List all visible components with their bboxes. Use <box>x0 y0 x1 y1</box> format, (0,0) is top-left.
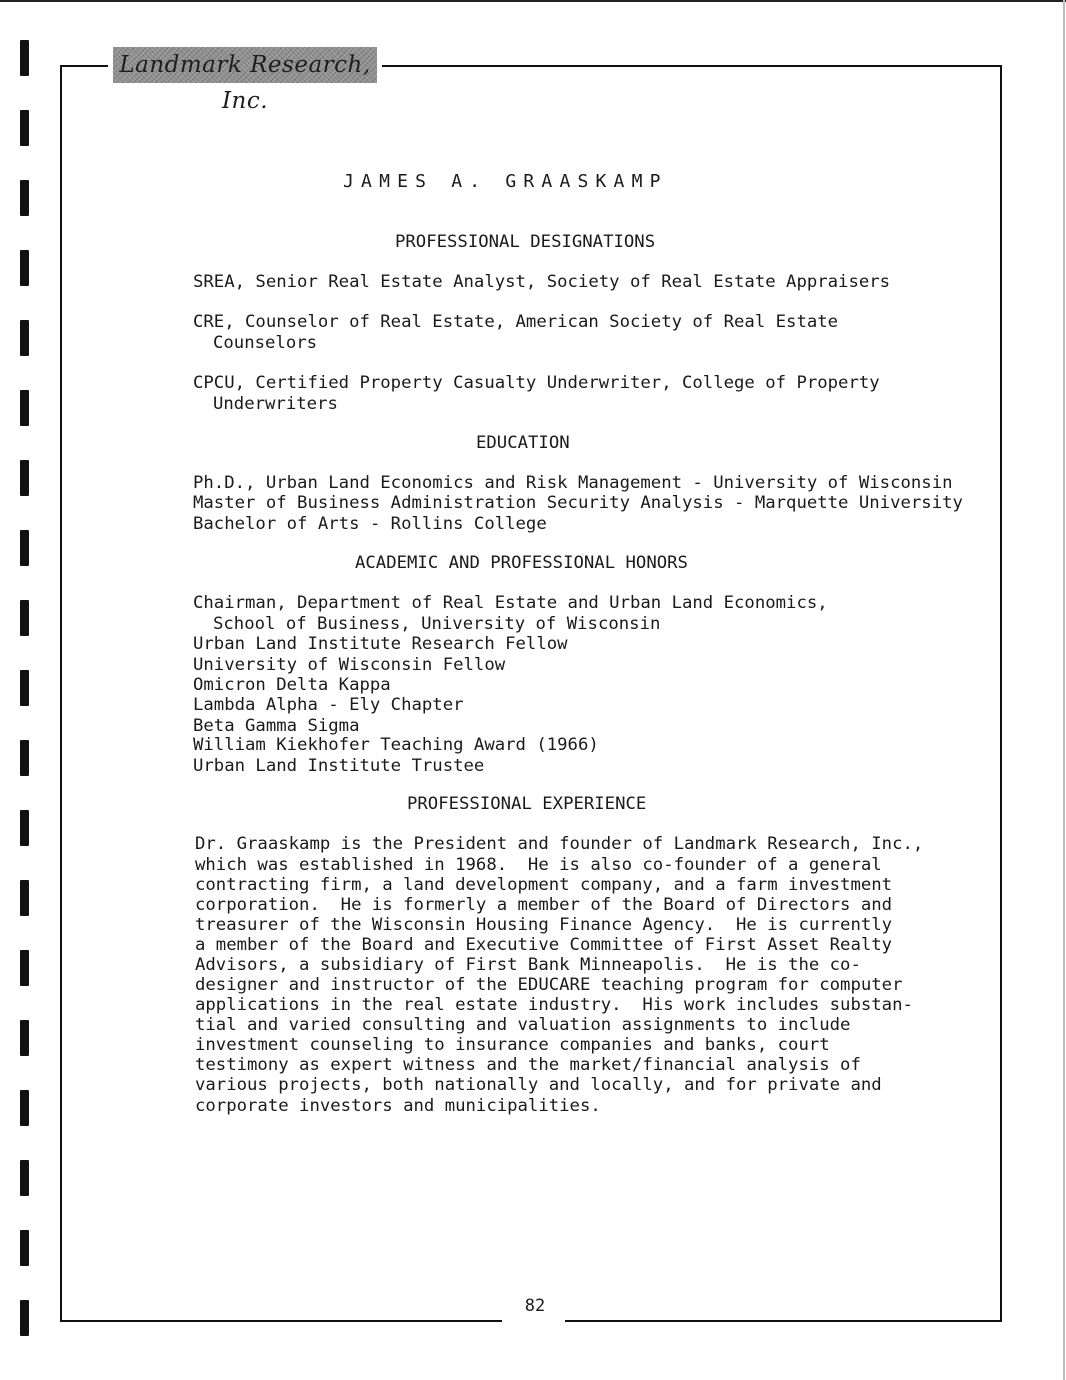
binding-mark <box>20 1300 29 1336</box>
section-heading-experience: PROFESSIONAL EXPERIENCE <box>407 794 647 814</box>
experience-line: treasurer of the Wisconsin Housing Finance Agency. He is currently <box>195 915 893 935</box>
experience-line: Dr. Graaskamp is the President and founder of Landmark Research, Inc., <box>195 834 924 854</box>
frame-top-border <box>60 65 108 67</box>
honor-line-continued: School of Business, University of Wisconsin <box>213 614 661 634</box>
binding-mark <box>20 600 29 636</box>
binding-mark <box>20 1020 29 1056</box>
designation-line: SREA, Senior Real Estate Analyst, Society of Real Estate Appraisers <box>193 272 891 292</box>
binding-holes <box>20 40 30 1360</box>
binding-mark <box>20 1160 29 1196</box>
letterhead-text: Landmark Research, Inc. <box>119 52 371 114</box>
experience-line: designer and instructor of the EDUCARE teaching program for computer <box>195 975 903 995</box>
frame-left-border <box>60 65 62 1322</box>
binding-mark <box>20 950 29 986</box>
page-number: 82 <box>524 1296 546 1316</box>
designation-line: CPCU, Certified Property Casualty Underwriter, College of Property <box>193 373 880 393</box>
binding-mark <box>20 110 29 146</box>
binding-mark <box>20 460 29 496</box>
honor-line: Beta Gamma Sigma <box>193 716 360 736</box>
frame-right-border <box>1000 65 1002 1322</box>
honor-line: Omicron Delta Kappa <box>193 675 391 695</box>
experience-line: corporate investors and municipalities. <box>195 1096 601 1116</box>
honor-line: Urban Land Institute Research Fellow <box>193 634 568 654</box>
experience-line: which was established in 1968. He is also co-founder of a general <box>195 855 882 875</box>
experience-line: a member of the Board and Executive Committee of First Asset Realty <box>195 935 893 955</box>
honor-line: University of Wisconsin Fellow <box>193 655 506 675</box>
frame-bottom-border <box>565 1320 1002 1322</box>
experience-line: applications in the real estate industry. His work includes substan- <box>195 995 913 1015</box>
experience-line: contracting firm, a land development company, and a farm investment <box>195 875 893 895</box>
binding-mark <box>20 320 29 356</box>
designation-line-continued: Underwriters <box>213 394 338 414</box>
frame-bottom-border <box>60 1320 502 1322</box>
binding-mark <box>20 1230 29 1266</box>
binding-mark <box>20 180 29 216</box>
designation-line-continued: Counselors <box>213 333 318 353</box>
binding-mark <box>20 530 29 566</box>
honor-line: Chairman, Department of Real Estate and Urban Land Economics, <box>193 593 828 613</box>
honor-line: Urban Land Institute Trustee <box>193 756 485 776</box>
experience-line: corporation. He is formerly a member of the Board of Directors and <box>195 895 893 915</box>
binding-mark <box>20 740 29 776</box>
binding-mark <box>20 810 29 846</box>
section-heading-education: EDUCATION <box>476 433 570 453</box>
binding-mark <box>20 880 29 916</box>
education-line: Ph.D., Urban Land Economics and Risk Management - University of Wisconsin <box>193 473 953 493</box>
page-right-edge <box>1063 0 1065 1380</box>
page-top-edge <box>0 0 1066 2</box>
binding-mark <box>20 40 29 76</box>
binding-mark <box>20 390 29 426</box>
experience-line: tial and varied consulting and valuation assignments to include <box>195 1015 851 1035</box>
education-line: Master of Business Administration Security Analysis - Marquette University <box>193 493 963 513</box>
experience-line: various projects, both nationally and locally, and for private and <box>195 1075 882 1095</box>
experience-line: Advisors, a subsidiary of First Bank Minneapolis. He is the co- <box>195 955 861 975</box>
honor-line: Lambda Alpha - Ely Chapter <box>193 695 464 715</box>
binding-mark <box>20 670 29 706</box>
experience-line: testimony as expert witness and the market/financial analysis of <box>195 1055 861 1075</box>
honor-line: William Kiekhofer Teaching Award (1966) <box>193 735 599 755</box>
letterhead-logo <box>113 47 377 114</box>
person-name: JAMES A. GRAASKAMP <box>343 171 668 192</box>
binding-mark <box>20 1090 29 1126</box>
education-line: Bachelor of Arts - Rollins College <box>193 514 547 534</box>
designation-line: CRE, Counselor of Real Estate, American Society of Real Estate <box>193 312 839 332</box>
section-heading-designations: PROFESSIONAL DESIGNATIONS <box>395 232 656 252</box>
section-heading-honors: ACADEMIC AND PROFESSIONAL HONORS <box>355 553 688 573</box>
binding-mark <box>20 250 29 286</box>
experience-line: investment counseling to insurance companies and banks, court <box>195 1035 830 1055</box>
frame-top-border <box>382 65 1002 67</box>
